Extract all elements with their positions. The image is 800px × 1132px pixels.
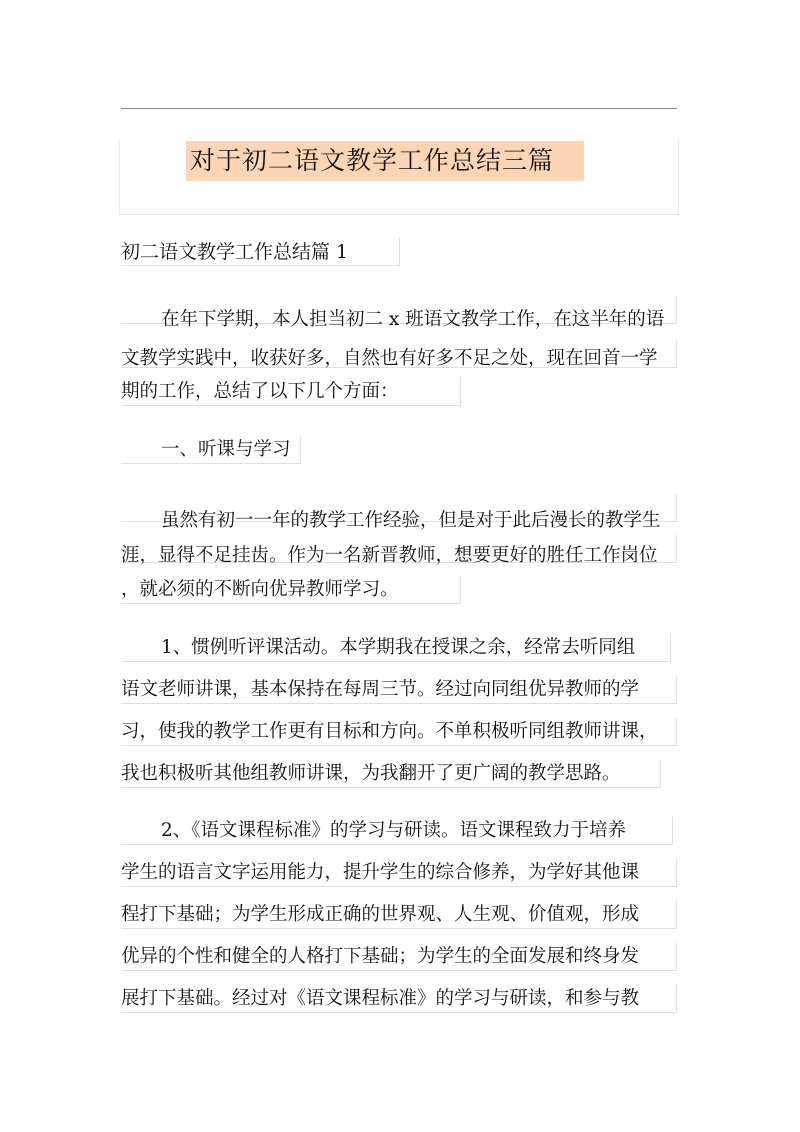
paragraph-line: 我也积极听其他组教师讲课，为我翻开了更广阔的教学思路。 bbox=[121, 763, 621, 784]
paragraph-line: 涯，显得不足挂齿。作为一名新晋教师，想要更好的胜任工作岗位 bbox=[121, 545, 658, 566]
paragraph-line: 文教学实践中，收获好多，自然也有好多不足之处，现在回首一学 bbox=[121, 348, 658, 369]
paragraph-line: 1、惯例听评课活动。本学期我在授课之余，经常去听同组 bbox=[161, 637, 636, 658]
paragraph-line: 在年下学期，本人担当初二 x 班语文教学工作，在这半年的语 bbox=[161, 309, 665, 330]
paragraph-line: 优异的个性和健全的人格打下基础；为学生的全面发展和终身发 bbox=[121, 946, 640, 967]
paragraph-line: ，就必须的不断向优异教师学习。 bbox=[121, 579, 399, 600]
document-title: 对于初二语文教学工作总结三篇 bbox=[186, 141, 584, 181]
paragraph-line: 期的工作，总结了以下几个方面： bbox=[121, 381, 399, 402]
paragraph-line: 习，使我的教学工作更有目标和方向。不单积极听同组教师讲课， bbox=[121, 721, 658, 742]
paragraph-line: 2、《语文课程标准》的学习与研读。语文课程致力于培养 bbox=[161, 820, 627, 841]
header-rule bbox=[121, 108, 677, 109]
section-heading: 初二语文教学工作总结篇 1 bbox=[121, 241, 349, 263]
paragraph-line: 学生的语言文字运用能力，提升学生的综合修养，为学好其他课 bbox=[121, 862, 640, 883]
paragraph-line: 展打下基础。经过对《语文课程标准》的学习与研读，和参与教 bbox=[121, 988, 640, 1009]
paragraph-line: 虽然有初一一年的教学工作经验，但是对于此后漫长的教学生 bbox=[161, 510, 661, 531]
paragraph-line: 语文老师讲课，基本保持在每周三节。经过向同组优异教师的学 bbox=[121, 679, 640, 700]
paragraph-line: 程打下基础；为学生形成正确的世界观、人生观、价值观，形成 bbox=[121, 904, 640, 925]
subsection-heading: 一、听课与学习 bbox=[161, 439, 291, 460]
